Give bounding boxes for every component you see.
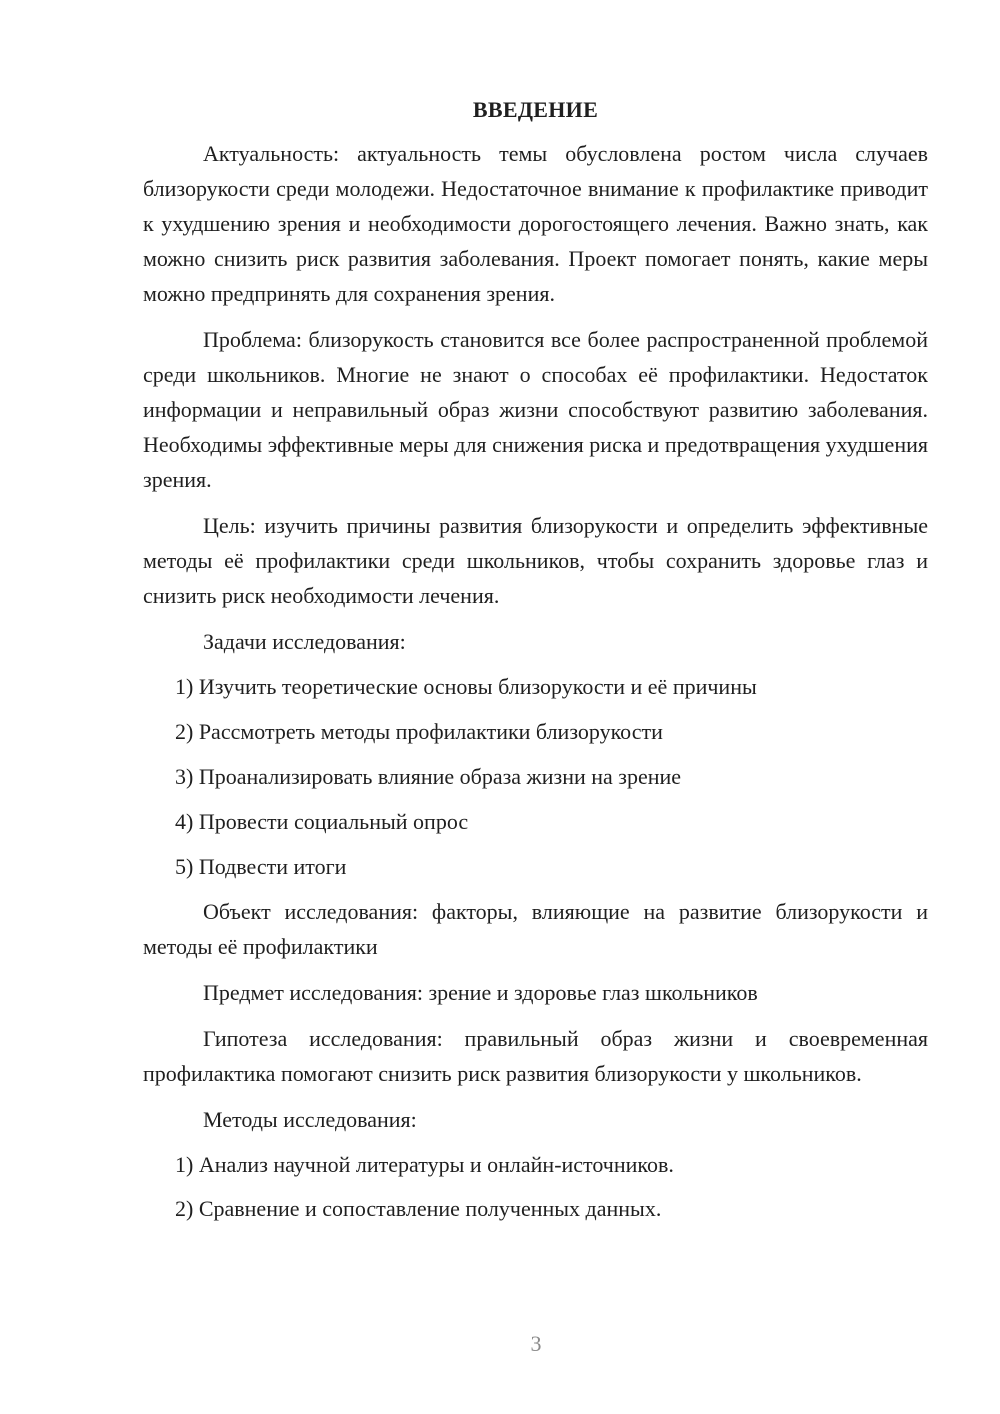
object-paragraph: Объект исследования: факторы, влияющие на развитие близорукости и методы её профилактики — [143, 899, 928, 959]
tasks-list — [143, 669, 928, 884]
method-item: 2) Сравнение и сопоставление полученных данных. — [175, 1196, 662, 1221]
page-content — [143, 92, 928, 1235]
task-item: 2) Рассмотреть методы профилактики близорукости — [175, 719, 663, 744]
relevance-paragraph: Актуальность: актуальность темы обусловлена ростом числа случаев близорукости среди молодежи. Недостаточное внимание к профилактике приводит к ухудшению зрения и необходимости дорогостоящего лечения. Важно знать, как можно снизить риск развития заболевания. Проект помогает понять, какие меры можно предпринять для сохранения зрения. — [143, 141, 928, 306]
subject-paragraph: Предмет исследования: зрение и здоровье глаз школьников — [203, 980, 758, 1005]
hypothesis-paragraph: Гипотеза исследования: правильный образ жизни и своевременная профилактика помогают снизить риск развития близорукости у школьников. — [143, 1026, 928, 1086]
tasks-heading: Задачи исследования: — [203, 629, 406, 654]
problem-paragraph: Проблема: близорукость становится все более распространенной проблемой среди школьников. Многие не знают о способах её профилактики. Недостаток информации и неправильный образ жизни способствуют развитию заболевания. Необходимы эффективные меры для снижения риска и предотвращения ухудшения зрения. — [143, 327, 928, 492]
task-item: 1) Изучить теоретические основы близорукости и её причины — [175, 674, 757, 699]
task-item: 3) Проанализировать влияние образа жизни на зрение — [175, 764, 682, 789]
method-item: 1) Анализ научной литературы и онлайн-источников. — [175, 1152, 674, 1177]
page-number: 3 — [530, 1331, 542, 1356]
page-title: ВВЕДЕНИЕ — [472, 97, 599, 122]
task-item: 4) Провести социальный опрос — [175, 809, 469, 834]
task-item: 5) Подвести итоги — [175, 854, 347, 879]
methods-list — [143, 1147, 928, 1226]
goal-paragraph: Цель: изучить причины развития близорукости и определить эффективные методы её профилактики среди школьников, чтобы сохранить здоровье глаз и снизить риск необходимости лечения. — [143, 513, 928, 608]
methods-heading: Методы исследования: — [203, 1107, 417, 1132]
